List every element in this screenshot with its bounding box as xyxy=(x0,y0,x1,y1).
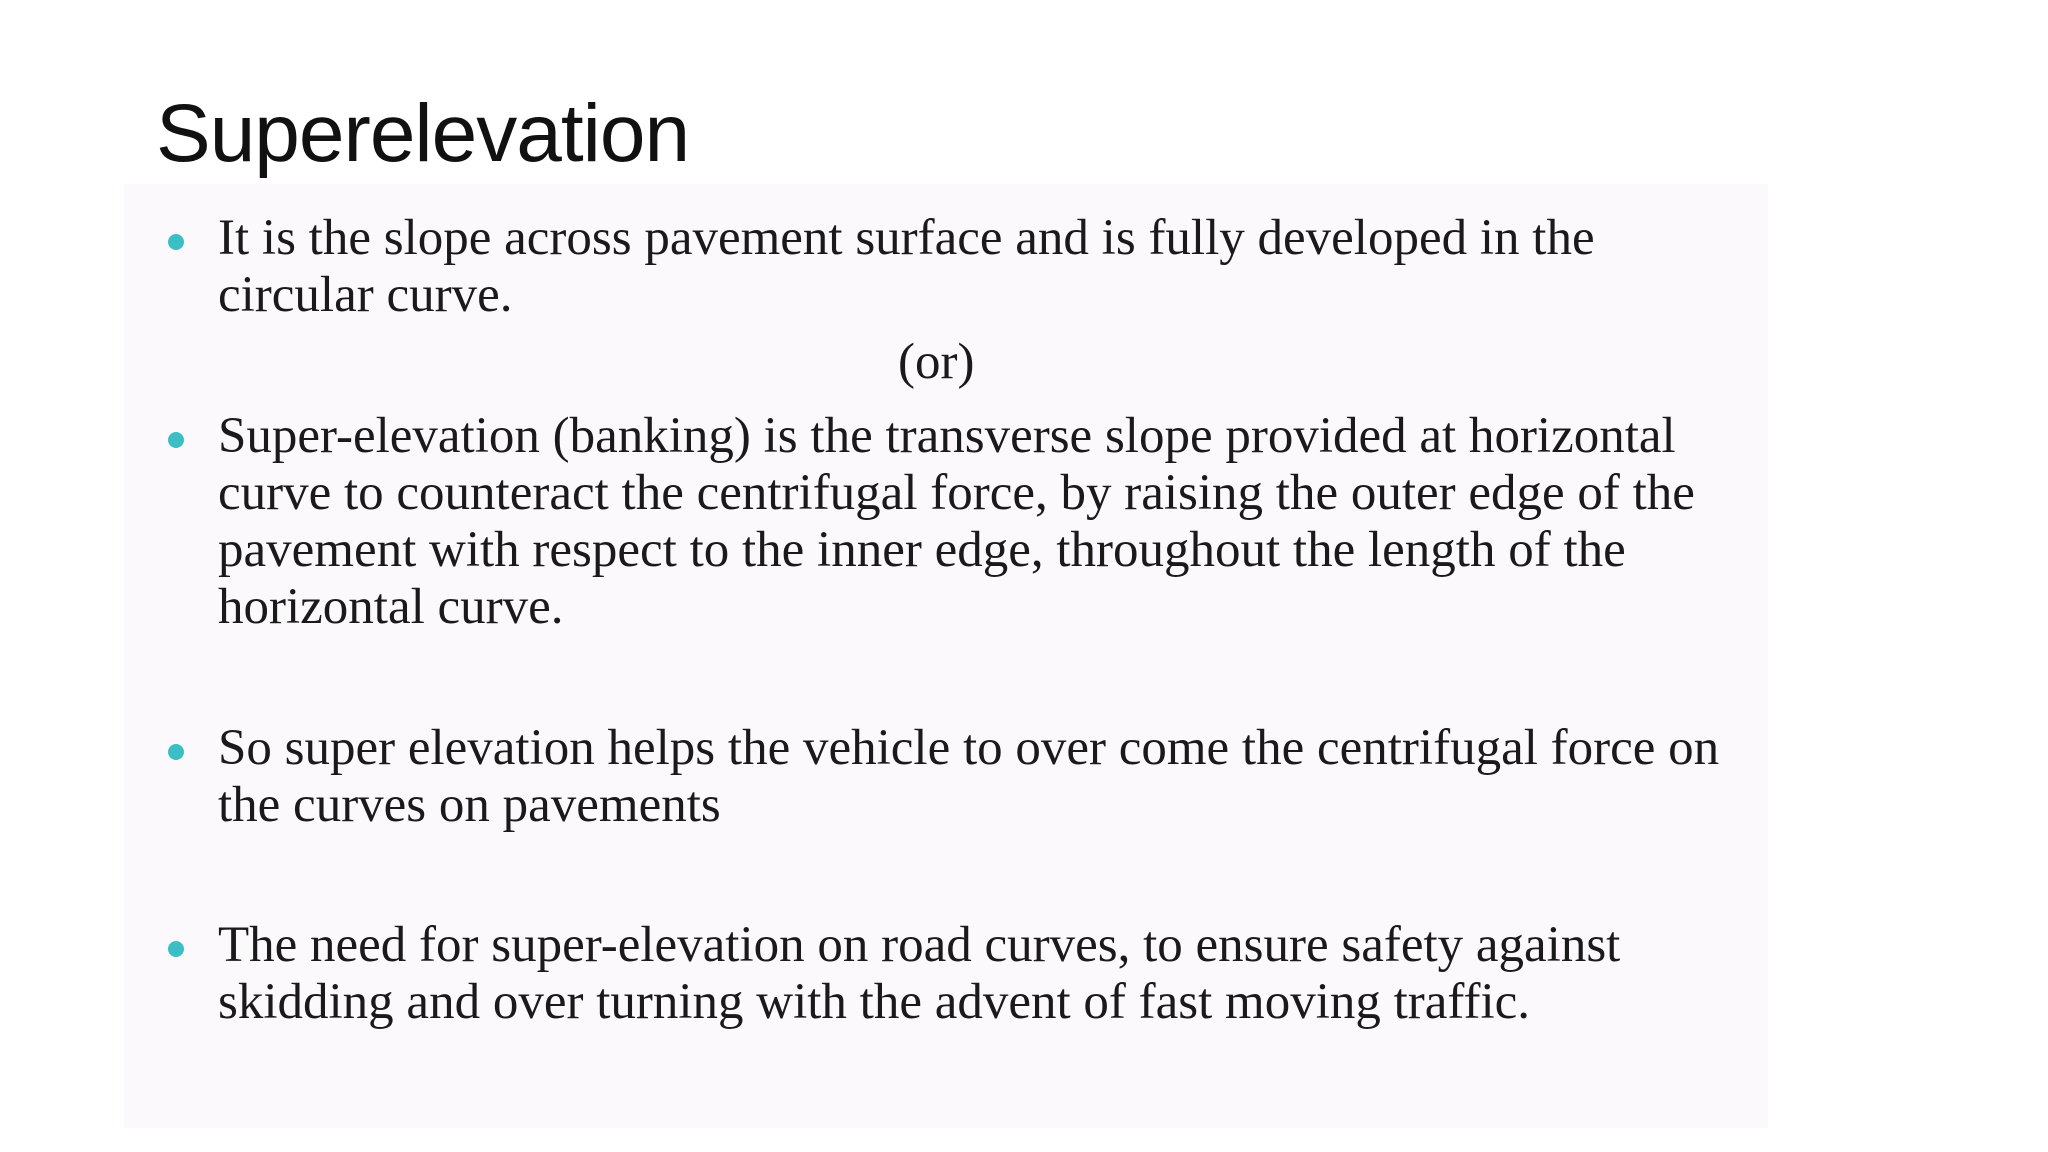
bullet-text: So super elevation helps the vehicle to over come the centrifugal force on the curves on pavements xyxy=(218,720,1720,833)
bullet-dot-icon xyxy=(168,234,184,250)
or-separator: (or) xyxy=(898,334,975,390)
bullet-dot-icon xyxy=(168,744,184,760)
bullet-text: It is the slope across pavement surface and is fully developed in the circular curve. xyxy=(218,210,1595,323)
bullet-item xyxy=(218,917,1738,1031)
bullet-dot-icon xyxy=(168,432,184,448)
bullet-item xyxy=(218,210,1738,324)
bullet-text: Super-elevation (banking) is the transverse slope provided at horizontal curve to counteract the centrifugal force, by raising the outer edge of the pavement with respect to the inner edge, throughout the length of the horizontal curve. xyxy=(218,408,1695,635)
bullet-item xyxy=(218,720,1738,834)
bullet-text: The need for super-elevation on road curves, to ensure safety against skidding and over turning with the advent of fast moving traffic. xyxy=(218,917,1621,1030)
bullet-item xyxy=(218,408,1738,636)
bullet-dot-icon xyxy=(168,941,184,957)
content-image-panel xyxy=(124,184,1768,1128)
slide-title: Superelevation xyxy=(156,88,690,179)
